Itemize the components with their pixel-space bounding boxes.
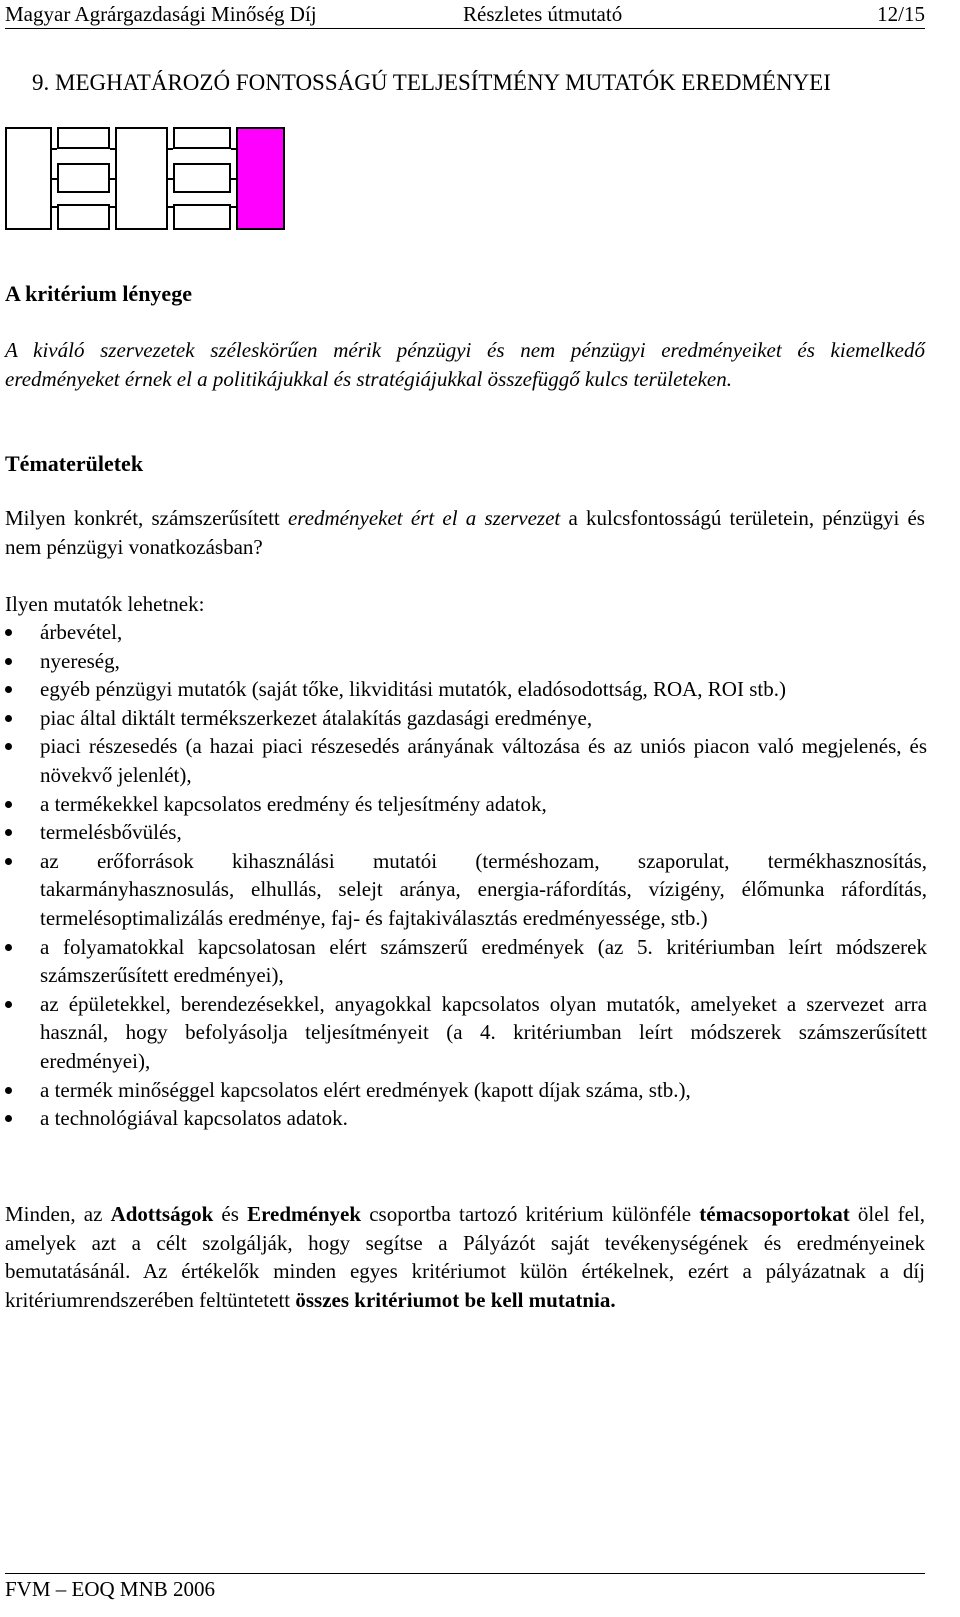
term-temacsoportok: témacsoportokat <box>699 1202 850 1226</box>
term-eredmenyek: Eredmények <box>247 1202 362 1226</box>
bullet-icon <box>5 1115 12 1122</box>
page-number: 12/15 <box>877 2 925 26</box>
emphasis-all-criteria: összes kritériumot be kell mutatnia. <box>295 1287 616 1312</box>
list-item: a folyamatokkal kapcsolatosan elért számszerű eredmények (az 5. kritériumban leírt módszerek számszerűsített eredményei), <box>5 933 927 990</box>
closing-paragraph: Minden, az Adottságok és Eredmények csoportba tartozó kritérium különféle témacsoportokat ölel fel, amelyek azt a célt szolgálják, hogy segítse a Pályázót saját tevékenységének és eredményeinek bemutatásánál. Az értékelők minden egyes kritériumot külön értékelnek, ezért a pályázatnak a díj kritériumrendszerében feltüntetett összes kritériumot be kell mutatnia. <box>5 1202 925 1312</box>
diagram-box-processes <box>115 127 168 230</box>
list-item: termelésbővülés, <box>5 818 927 847</box>
bullet-icon <box>5 686 12 693</box>
topics-heading: Tématerületek <box>5 451 144 476</box>
essence-text: A kiváló szervezetek széleskörűen mérik pénzügyi és nem pénzügyi eredményeiket és kiemelkedő eredményeket érnek el a politikájukkal és stratégiájukkal összefüggő kulcs területeken. <box>5 338 925 391</box>
topics-question <box>5 504 925 561</box>
page-footer: FVM – EOQ MNB 2006 <box>5 1573 925 1604</box>
bullet-icon <box>5 715 12 722</box>
term-adottsagok: Adottságok <box>110 1202 214 1226</box>
indicator-list <box>5 618 927 1133</box>
diagram-box-people-results <box>173 127 231 149</box>
indicators-intro: Ilyen mutatók lehetnek: <box>5 592 205 616</box>
diagram-box-key-results-highlighted <box>236 127 285 230</box>
bullet-icon <box>5 629 12 636</box>
bullet-icon <box>5 1001 12 1008</box>
bullet-icon <box>5 743 12 750</box>
question-part-1: Milyen konkrét, számszerűsített <box>5 506 288 530</box>
bullet-icon <box>5 801 12 808</box>
bullet-icon <box>5 1087 12 1094</box>
list-item: az épületekkel, berendezésekkel, anyagokkal kapcsolatos olyan mutatók, amelyeket a szervezet arra használ, hogy befolyásolja teljesítményeit (a 4. kritériumban leírt módszerek számszerűsített eredményei), <box>5 990 927 1076</box>
diagram-box-resources <box>57 204 110 230</box>
criteria-model-diagram <box>0 0 300 240</box>
diagram-box-policy <box>57 127 110 149</box>
list-item: árbevétel, <box>5 618 927 647</box>
list-item: nyereség, <box>5 647 927 676</box>
list-item: a termék minőséggel kapcsolatos elért eredmények (kapott díjak száma, stb.), <box>5 1076 927 1105</box>
list-item: a technológiával kapcsolatos adatok. <box>5 1104 927 1133</box>
bullet-icon <box>5 829 12 836</box>
list-item: a termékekkel kapcsolatos eredmény és teljesítmény adatok, <box>5 790 927 819</box>
list-item: az erőforrások kihasználási mutatói (terméshozam, szaporulat, termékhasznosítás, takarmányhasznosulás, elhullás, selejt aránya, energia-ráfordítás, vízigény, élőmunka ráfordítás, termelésoptimalizálás eredménye, faj- és fajtakiválasztás eredményessége, stb.) <box>5 847 927 933</box>
bullet-icon <box>5 944 12 951</box>
essence-heading: A kritérium lényege <box>5 281 192 306</box>
diagram-box-leadership <box>5 127 52 230</box>
section-title: 9. MEGHATÁROZÓ FONTOSSÁGÚ TELJESÍTMÉNY MUTATÓK EREDMÉNYEI <box>32 70 831 95</box>
question-emphasis: eredményeket ért el a szervezet <box>287 506 561 530</box>
question-part-2: a kulcsfontosságú területein, pénzügyi és nem pénzügyi vonatkozásban? <box>5 506 925 559</box>
bullet-icon <box>5 858 12 865</box>
diagram-box-customer-results <box>173 163 231 193</box>
list-item: piac által diktált termékszerkezet átalakítás gazdasági eredménye, <box>5 704 927 733</box>
diagram-box-society-results <box>173 204 231 230</box>
header-subtitle: Részletes útmutató <box>463 2 623 26</box>
diagram-box-people <box>57 163 110 193</box>
bullet-icon <box>5 658 12 665</box>
header-title: Magyar Agrárgazdasági Minőség Díj <box>5 2 317 26</box>
list-item: piaci részesedés (a hazai piaci részesedés arányának változása és az uniós piacon való megjelenés, és növekvő jelenlét), <box>5 732 927 789</box>
list-item: egyéb pénzügyi mutatók (saját tőke, likviditási mutatók, eladósodottság, ROA, ROI stb.) <box>5 675 927 704</box>
